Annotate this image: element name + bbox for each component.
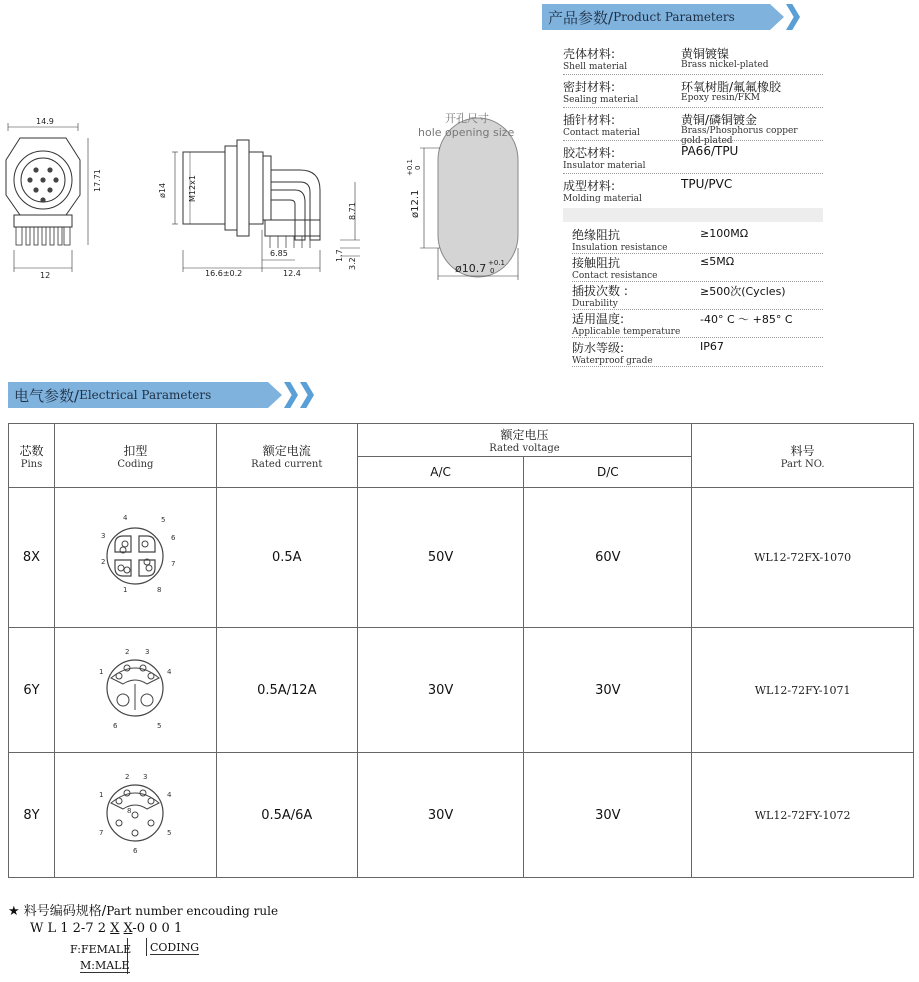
chevron-icon — [770, 4, 784, 30]
spec-label: 适用温度: — [572, 312, 625, 326]
current-cell: 0.5A/6A — [216, 753, 357, 878]
svg-text:7: 7 — [99, 829, 104, 837]
rule-code-x2: X — [123, 921, 133, 936]
side-d4-label: 3.2 — [348, 257, 357, 270]
param-value: PA66/TPU — [681, 144, 739, 158]
spec-label-en: Applicable temperature — [572, 327, 681, 337]
side-d2-label: 8.71 — [348, 202, 357, 220]
hole-h-tol: +0.1 — [488, 259, 505, 267]
side-view — [172, 140, 360, 272]
product-params-banner — [542, 4, 800, 30]
dc-cell: 60V — [524, 488, 692, 628]
spec-label: 接触阻抗 — [572, 256, 621, 270]
part-cell: WL12-72FX-1070 — [692, 488, 914, 628]
svg-text:3: 3 — [145, 648, 150, 656]
param-label-en: Molding material — [563, 194, 642, 204]
connector-drawing — [0, 110, 545, 290]
table-row — [9, 488, 914, 628]
svg-text:2: 2 — [125, 773, 130, 781]
header-dc: D/C — [524, 457, 692, 488]
rule-title — [8, 900, 278, 919]
chevron-icon — [268, 382, 282, 408]
product-row — [563, 45, 823, 75]
header-current: 额定电流 Rated current — [216, 424, 357, 488]
param-value: TPU/PVC — [681, 177, 733, 191]
spec-label: 插拔次数 : — [572, 284, 628, 298]
front-height-label: 17.71 — [93, 169, 102, 192]
spec-row — [572, 310, 823, 338]
header-part: 料号 Part NO. — [692, 424, 914, 488]
coding-y6-diagram — [85, 638, 185, 738]
hole-view — [420, 118, 518, 280]
front-width-label: 14.9 — [36, 117, 54, 126]
spec-value: ≥500次(Cycles) — [700, 285, 786, 298]
side-thread-label: M12x1 — [188, 175, 197, 202]
svg-text:5: 5 — [161, 515, 166, 524]
coding-x-diagram — [85, 506, 185, 606]
svg-text:5: 5 — [167, 829, 172, 837]
hole-title-zh: 开孔尺寸 — [445, 112, 489, 125]
spec-row — [572, 339, 823, 367]
spec-label-en: Insulation resistance — [572, 243, 668, 253]
svg-text:1: 1 — [99, 791, 104, 799]
spec-label-en: Durability — [572, 299, 618, 309]
param-label: 插针材料: — [563, 113, 616, 127]
spec-label-en: Contact resistance — [572, 271, 658, 281]
param-value: 黄铜镀镍 — [681, 47, 730, 61]
spec-row — [572, 282, 823, 310]
svg-text:6: 6 — [171, 533, 176, 542]
svg-text:8: 8 — [127, 807, 132, 815]
hole-v-label: ø12.1 — [410, 189, 421, 218]
spec-value: ≤5MΩ — [700, 255, 735, 268]
svg-text:2: 2 — [101, 557, 106, 566]
pins-cell: 8Y — [9, 753, 55, 878]
svg-text:1: 1 — [123, 585, 128, 594]
param-label-en: Contact material — [563, 128, 640, 138]
svg-text:3: 3 — [143, 773, 148, 781]
ac-cell: 30V — [357, 628, 524, 753]
param-label-en: Insulator material — [563, 161, 646, 171]
product-row — [563, 144, 823, 174]
header-coding: 扣型 Coding — [54, 424, 216, 488]
table-row — [9, 628, 914, 753]
rule-line — [146, 938, 147, 956]
coding-cell — [54, 628, 216, 753]
hole-h-tol2: 0 — [490, 267, 495, 275]
param-label: 成型材料: — [563, 179, 616, 193]
svg-text:3: 3 — [101, 531, 106, 540]
hole-title-en: hole opening size — [418, 126, 515, 139]
svg-text:1: 1 — [99, 668, 104, 676]
side-len2-label: 12.4 — [283, 269, 301, 278]
svg-text:5: 5 — [157, 722, 162, 730]
spec-label: 防水等级: — [572, 341, 625, 355]
param-value: 黄铜/磷铜镀金 — [681, 113, 758, 127]
spec-label-en: Waterproof grade — [572, 356, 653, 366]
front-bottom-label: 12 — [40, 271, 51, 280]
chevron-icon — [300, 382, 314, 408]
svg-text:4: 4 — [167, 668, 172, 676]
dc-cell: 30V — [524, 753, 692, 878]
product-row — [563, 177, 823, 206]
current-cell: 0.5A — [216, 488, 357, 628]
side-len1-label: 16.6±0.2 — [205, 269, 243, 278]
param-value-en: Brass nickel-plated — [681, 60, 769, 70]
spec-value: IP67 — [700, 340, 724, 353]
coding-cell — [54, 488, 216, 628]
svg-text:6: 6 — [133, 847, 138, 855]
dc-cell: 30V — [524, 628, 692, 753]
electrical-params-banner — [8, 382, 314, 408]
spec-value: -40° C ～ +85° C — [700, 313, 793, 326]
rule-code-x1: X — [110, 921, 120, 936]
param-label: 密封材料: — [563, 80, 616, 94]
table-row — [9, 753, 914, 878]
ac-cell: 50V — [357, 488, 524, 628]
rule-title-en: Part number encouding rule — [106, 904, 279, 918]
spec-label: 绝缘阻抗 — [572, 228, 621, 242]
pins-cell: 8X — [9, 488, 55, 628]
rule-female: F:FEMALE — [70, 943, 132, 956]
param-value: 环氧树脂/氟氟橡胶 — [681, 80, 782, 94]
hole-h-label: ø10.7 — [455, 262, 487, 275]
rule-title-zh: 料号编码规格/ — [23, 904, 107, 919]
side-dia-label: ø14 — [158, 182, 167, 198]
svg-text:7: 7 — [171, 559, 176, 568]
product-row — [563, 78, 823, 108]
electrical-title-en: Electrical Parameters — [79, 388, 212, 402]
product-row — [563, 111, 823, 146]
electrical-table — [8, 423, 914, 878]
coding-y8-diagram — [85, 763, 185, 863]
rule-coding: CODING — [150, 941, 200, 954]
param-value-en: Brass/Phosphorus copper gold-plated — [681, 126, 798, 146]
svg-text:2: 2 — [125, 648, 130, 656]
electrical-title-zh: 电气参数/ — [14, 386, 80, 405]
param-label-en: Sealing material — [563, 95, 639, 105]
spec-value: ≥100MΩ — [700, 227, 749, 240]
spec-row — [572, 226, 823, 254]
rule-code: W L 1 2-7 2 X X-0 0 0 1 — [30, 921, 183, 936]
star-icon: ★ — [8, 904, 20, 919]
side-d3-label: 1.7 — [335, 249, 344, 262]
chevron-icon — [284, 382, 298, 408]
rule-male: M:MALE — [80, 959, 130, 972]
ac-cell: 30V — [357, 753, 524, 878]
header-ac: A/C — [357, 457, 524, 488]
header-pins: 芯数 Pins — [9, 424, 55, 488]
param-label: 胶芯材料: — [563, 146, 616, 160]
front-view — [6, 123, 88, 272]
hole-v-tol: +0.1 — [406, 159, 414, 176]
hole-v-tol2: 0 — [414, 165, 422, 170]
param-label: 壳体材料: — [563, 47, 616, 61]
param-label-en: Shell material — [563, 62, 628, 72]
product-title-zh: 产品参数/ — [548, 8, 614, 27]
svg-text:8: 8 — [157, 585, 162, 594]
pins-cell: 6Y — [9, 628, 55, 753]
svg-text:4: 4 — [167, 791, 172, 799]
spec-row — [572, 254, 823, 282]
product-title-en: Product Parameters — [613, 10, 735, 24]
part-cell: WL12-72FY-1072 — [692, 753, 914, 878]
coding-cell — [54, 753, 216, 878]
chevron-icon — [786, 4, 800, 30]
svg-text:4: 4 — [123, 513, 128, 522]
svg-text:6: 6 — [113, 722, 118, 730]
current-cell: 0.5A/12A — [216, 628, 357, 753]
header-voltage: 额定电压 Rated voltage — [357, 424, 692, 457]
side-d1-label: 6.85 — [270, 249, 288, 258]
param-value-en: Epoxy resin/FKM — [681, 93, 760, 103]
divider — [563, 208, 823, 222]
part-cell: WL12-72FY-1071 — [692, 628, 914, 753]
